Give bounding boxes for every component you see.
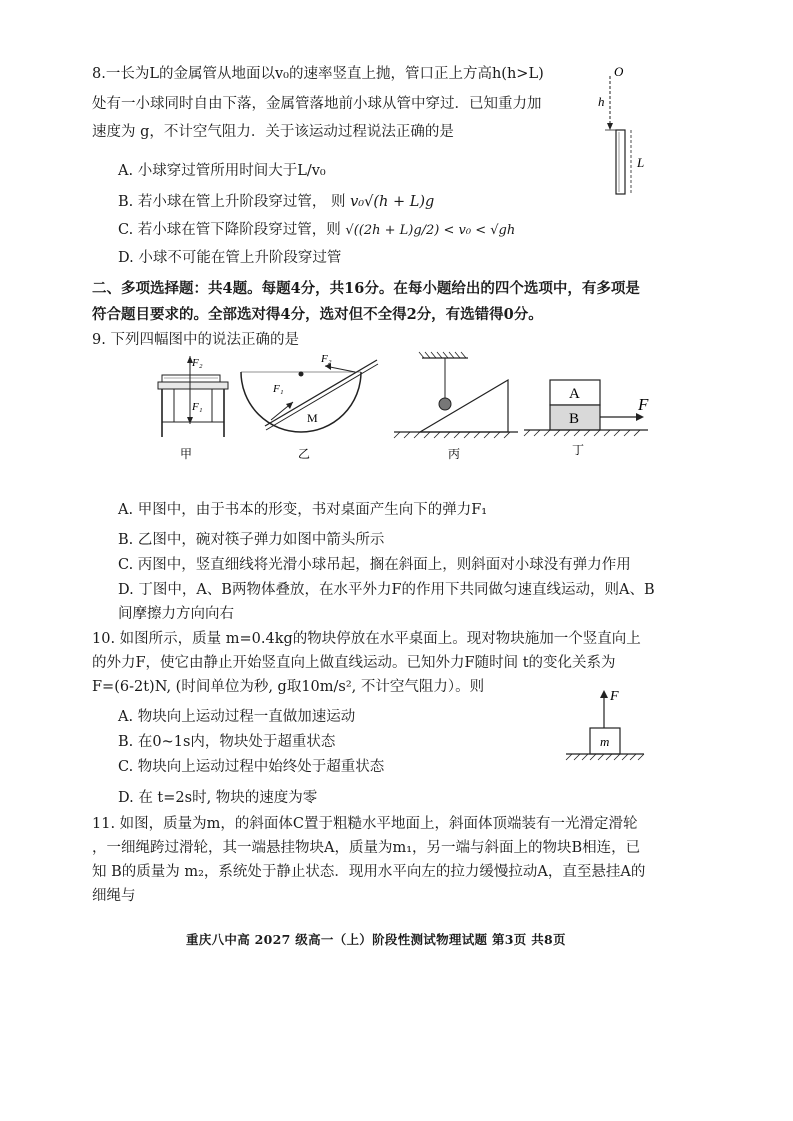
yi-label-m: M bbox=[307, 411, 318, 425]
jia-label-f2: F₂ bbox=[192, 357, 203, 369]
q8-stem-line-2: 处有一小球同时自由下落，金属管落地前小球从管中穿过．已知重力加 bbox=[92, 96, 542, 112]
q10-label-m: m bbox=[600, 734, 610, 749]
q8-label-h: h bbox=[598, 94, 605, 109]
q9-option-d-line-1: D. 丁图中，A、B两物体叠放，在水平外力F的作用下共同做匀速直线运动，则A、B bbox=[118, 582, 655, 598]
q10-option-b: B. 在0~1s内，物块处于超重状态 bbox=[118, 734, 336, 750]
section2-header-line-1: 二、多项选择题：共4题。每题4分，共16分。在每小题给出的四个选项中，有多项是 bbox=[92, 280, 640, 297]
q8-label-o: O bbox=[614, 64, 624, 79]
jia-caption: 甲 bbox=[180, 447, 193, 461]
q9-option-a: A. 甲图中，由于书本的形变，书对桌面产生向下的弹力F₁ bbox=[118, 502, 488, 518]
q10-stem-line-1: 10. 如图所示，质量 m=0.4kg的物块停放在水平桌面上。现对物块施加一个竖直向上 bbox=[92, 631, 641, 647]
q9-option-d-line-2: 间摩擦力方向向右 bbox=[118, 606, 234, 622]
q10-label-f: F bbox=[610, 689, 619, 704]
q9-option-b: B. 乙图中，碗对筷子弹力如图中箭头所示 bbox=[118, 532, 385, 548]
q11-stem-line-3: 知 B的质量为 m₂，系统处于静止状态．现用水平向左的拉力缓慢拉动A，直至悬挂A的 bbox=[92, 864, 646, 880]
q10-option-c: C. 物块向上运动过程中始终处于超重状态 bbox=[118, 759, 385, 775]
q9-option-c: C. 丙图中，竖直细线将光滑小球吊起，搁在斜面上，则斜面对小球没有弹力作用 bbox=[118, 557, 631, 573]
q8-stem-line-1: 8.一长为L的金属管从地面以v₀的速率竖直上抛，管口正上方高h(h>L) bbox=[92, 66, 544, 82]
q10-figure-block bbox=[560, 684, 680, 774]
bing-caption: 丙 bbox=[448, 447, 461, 461]
hanging-ball bbox=[439, 398, 451, 410]
q11-stem-line-4: 细绳与 bbox=[92, 888, 136, 904]
q9-figure-ding bbox=[520, 352, 660, 462]
q8-option-b-text: B. 若小球在管上升阶段穿过管， 则 bbox=[118, 194, 346, 210]
metal-tube bbox=[616, 130, 625, 194]
jia-label-f1: F₁ bbox=[192, 401, 203, 413]
q8-figure-tube bbox=[595, 62, 655, 202]
q8-option-c-formula: √((2h + L)g/2) < v₀ < √gh bbox=[345, 223, 516, 238]
q8-option-b bbox=[118, 192, 434, 212]
q8-option-c bbox=[118, 220, 515, 241]
book bbox=[162, 375, 220, 382]
yi-label-f1: F₁ bbox=[273, 383, 284, 395]
q10-option-a: A. 物块向上运动过程一直做加速运动 bbox=[118, 709, 356, 725]
q8-label-l: L bbox=[637, 155, 645, 170]
ding-label-b: B bbox=[569, 411, 580, 427]
q8-option-c-text: C. 若小球在管下降阶段穿过管，则 bbox=[118, 222, 341, 238]
q8-option-d: D. 小球不可能在管上升阶段穿过管 bbox=[118, 250, 342, 266]
q10-stem-line-2: 的外力F，使它由静止开始竖直向上做直线运动。已知外力F随时间 t的变化关系为 bbox=[92, 655, 616, 671]
q9-figure-bing bbox=[390, 352, 525, 462]
ding-label-f: F bbox=[638, 395, 649, 414]
q8-option-b-formula: v₀√(h + L)g bbox=[350, 194, 435, 210]
q10-stem-line-3: F=(6-2t)N, (时间单位为秒, g取10m/s², 不计空气阻力）。则 bbox=[92, 679, 485, 695]
yi-caption: 乙 bbox=[298, 447, 311, 461]
page-footer: 重庆八中高 2027 级高一（上）阶段性测试物理试题 第3页 共8页 bbox=[186, 932, 566, 947]
q8-stem-line-3: 速度为 g，不计空气阻力．关于该运动过程说法正确的是 bbox=[92, 124, 454, 140]
q9-figure-yi bbox=[235, 352, 385, 462]
q11-stem-line-2: ，一细绳跨过滑轮，其一端悬挂物块A，质量为m₁，另一端与斜面上的物块B相连，已 bbox=[92, 840, 641, 856]
bowl bbox=[241, 372, 361, 432]
q11-stem-line-1: 11. 如图，质量为m，的斜面体C置于粗糙水平地面上，斜面体顶端装有一光滑定滑轮 bbox=[92, 816, 638, 832]
ding-caption: 丁 bbox=[572, 443, 585, 457]
q8-option-a: A. 小球穿过管所用时间大于L/v₀ bbox=[118, 163, 326, 179]
incline bbox=[420, 380, 508, 432]
section2-header-line-2: 符合题目要求的。全部选对得4分，选对但不全得2分，有选错得0分。 bbox=[92, 306, 543, 323]
q10-option-d: D. 在 t=2s时, 物块的速度为零 bbox=[118, 790, 318, 806]
yi-label-f2: F₂ bbox=[321, 353, 332, 365]
q9-stem: 9. 下列四幅图中的说法正确的是 bbox=[92, 332, 299, 348]
q9-figure-jia bbox=[140, 352, 240, 462]
ding-label-a: A bbox=[569, 386, 580, 402]
